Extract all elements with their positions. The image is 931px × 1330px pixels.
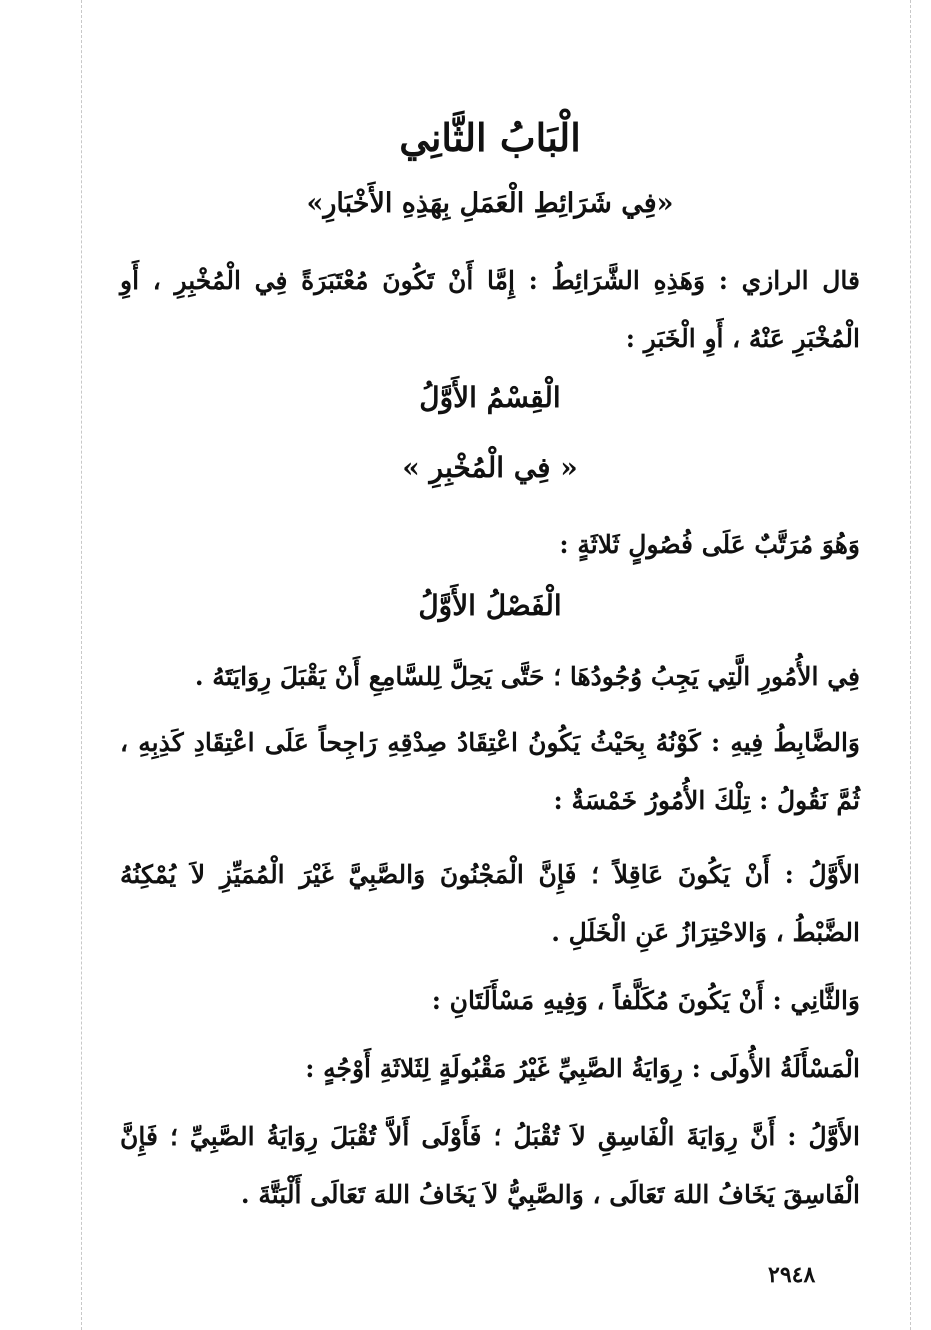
- page-number: ٢٩٤٨: [768, 1262, 816, 1288]
- left-scan-edge-line: [81, 0, 82, 1330]
- sections-intro-paragraph: وَهُوَ مُرَتَّبٌ عَلَى فُصُولٍ ثَلاثَةٍ :: [559, 530, 860, 559]
- section-subtitle: « فِي الْمُخْبِرِ »: [402, 451, 578, 484]
- intro-paragraph: قال الرازي : وَهَذِهِ الشَّرَائِطُ : إِمَّا أَنْ تَكُونَ مُعْتَبَرَةً فِي الْمُخْبِرِ ، أَوِ الْمُخْبَرِ عَنْهُ ، أَوِ الْخَبَرِ :: [120, 266, 860, 353]
- chapter-title: الْبَابُ الثَّانِي: [399, 115, 581, 160]
- right-scan-edge-line: [910, 0, 911, 1330]
- conditions-paragraph: فِي الأُمُورِ الَّتِي يَجِبُ وُجُودُهَا ؛ حَتَّى يَحِلَّ لِلسَّامِعِ أَنْ يَقْبَلَ رِوَايَتَهُ .: [194, 662, 860, 691]
- criterion-paragraph: وَالضَّابِطُ فِيهِ : كَوْنُهُ بِحَيْثُ يَكُونُ اعْتِقَادُ صِدْقِهِ رَاجِحاً عَلَى اعْتِقَادِ كَذِبِهِ ، ثُمَّ نَقُولُ : تِلْكَ الأُمُورُ خَمْسَةٌ :: [120, 728, 860, 815]
- first-issue-paragraph: الْمَسْأَلَةُ الأُولَى : رِوَايَةُ الصَّبِيِّ غَيْرُ مَقْبُولَةٍ لِثَلاثَةِ أَوْجُهٍ :: [305, 1054, 860, 1083]
- chapter-section-title: الْفَصْلُ الأَوَّلُ: [418, 589, 562, 622]
- first-aspect-paragraph: الأَوَّلُ : أَنَّ رِوَايَةَ الْفَاسِقِ لاَ تُقْبَلُ ؛ فَأَوْلَى أَلاَّ تُقْبَلَ رِوَايَةُ الصَّبِيِّ ؛ فَإِنَّ الْفَاسِقَ يَخَافُ اللهَ تَعَالَى ، وَالصَّبِيُّ لاَ يَخَافُ اللهَ تَعَالَى أَلْبَتَّةَ .: [120, 1122, 860, 1209]
- section-title: الْقِسْمُ الأَوَّلُ: [419, 381, 561, 414]
- chapter-subtitle: «فِي شَرَائِطِ الْعَمَلِ بِهَذِهِ الأَخْبَارِ»: [306, 188, 674, 219]
- first-condition-paragraph: الأَوَّلُ : أَنْ يَكُونَ عَاقِلاً ؛ فَإِنَّ الْمَجْنُونَ وَالصَّبِيَّ غَيْرَ الْمُمَيِّزِ لاَ يُمْكِنُهُ الضَّبْطُ ، وَالاحْتِرَازُ عَنِ الْخَلَلِ .: [120, 860, 860, 947]
- second-condition-paragraph: وَالثَّانِي : أَنْ يَكُونَ مُكَلَّفاً ، وَفِيهِ مَسْأَلَتَانِ :: [431, 986, 860, 1015]
